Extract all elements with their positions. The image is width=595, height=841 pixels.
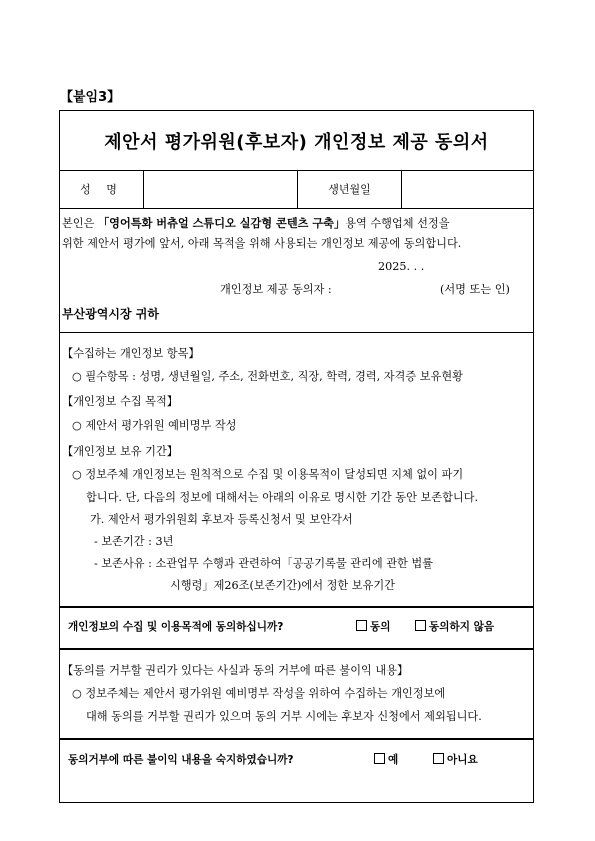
disagree-label: 동의하지 않음 <box>429 621 495 633</box>
project-name: 「영어특화 버츄얼 스튜디오 실감형 콘텐츠 구축」 <box>97 217 346 230</box>
no-label: 아니요 <box>447 754 478 766</box>
dob-label: 생년월일 <box>298 170 402 208</box>
acknowledge-no-checkbox[interactable] <box>433 753 478 767</box>
refusal-header: 【동의를 거부할 권리가 있다는 사실과 동의 거부에 따른 불이익 내용】 <box>62 664 409 677</box>
name-field[interactable] <box>144 170 298 208</box>
consent-line1-post: 용역 수행업체 선정을 <box>345 217 450 230</box>
consent-disagree-checkbox[interactable] <box>415 620 494 634</box>
recipient: 부산광역시장 귀하 <box>62 307 159 321</box>
consent-agree-checkbox[interactable] <box>356 620 390 634</box>
question1-row <box>60 608 533 648</box>
purpose-text: ○ 제안서 평가위원 예비명부 작성 <box>72 419 237 432</box>
checkbox-icon <box>433 753 444 764</box>
checkbox-icon <box>356 620 367 631</box>
question2-row <box>60 740 533 802</box>
question2-text: 동의거부에 따른 불이익 내용을 숙지하였습니까? <box>68 754 294 766</box>
purpose-header: 【개인정보 수집 목적】 <box>62 395 178 408</box>
checkbox-icon <box>374 753 385 764</box>
period-line3: 가. 제안서 평가위원회 후보자 등록신청서 및 보안각서 <box>90 513 353 526</box>
yes-label: 예 <box>388 754 399 766</box>
period-line2: 합니다. 단, 다음의 정보에 대해서는 아래의 이유로 명시한 기간 동안 보존합니다. <box>86 491 479 504</box>
consent-line1-pre: 본인은 <box>62 217 98 230</box>
question1-text: 개인정보의 수집 및 이용목적에 동의하십니까? <box>68 621 284 633</box>
refusal-line1: ○ 정보주체는 제안서 평가위원 예비명부 작성을 위하여 수집하는 개인정보에 <box>72 687 446 700</box>
refusal-line2: 대해 동의를 거부할 권리가 있으며 동의 거부 시에는 후보자 신청에서 제외됩니다. <box>86 710 482 723</box>
items-header: 【수집하는 개인정보 항목】 <box>62 347 200 360</box>
annex-label: 【붙임3】 <box>60 90 121 105</box>
period-line6: 시행령」제26조(보존기간)에서 정한 보유기간 <box>170 579 395 592</box>
dob-field[interactable] <box>402 170 533 208</box>
consent-section <box>60 208 533 332</box>
checkbox-icon <box>415 620 426 631</box>
refusal-section <box>60 650 533 738</box>
agree-label: 동의 <box>370 621 391 633</box>
period-line5: - 보존사유 : 소관업무 수행과 관련하여「공공기록물 관리에 관한 법률 <box>94 557 433 570</box>
period-line4: - 보존기간 : 3년 <box>94 535 174 548</box>
acknowledge-yes-checkbox[interactable] <box>374 753 398 767</box>
name-label: 성 명 <box>60 170 144 208</box>
period-header: 【개인정보 보유 기간】 <box>62 445 178 458</box>
period-line1: ○ 정보주체 개인정보는 원칙적으로 수집 및 이용목적이 달성되면 지체 없이 파기 <box>72 468 464 481</box>
items-text: ○ 필수항목 : 성명, 생년월일, 주소, 전화번호, 직장, 학력, 경력, 자격증 보유현황 <box>72 370 463 383</box>
consent-line2: 위한 제안서 평가에 앞서, 아래 목적을 위해 사용되는 개인정보 제공에 동의합니다. <box>62 237 462 250</box>
signer-label: 개인정보 제공 동의자 : <box>220 283 332 296</box>
form-title: 제안서 평가위원(후보자) 개인정보 제공 동의서 <box>104 131 489 153</box>
sign-note: (서명 또는 인) <box>440 283 510 296</box>
details-section <box>60 332 533 606</box>
info-row <box>60 170 533 208</box>
consent-line1 <box>62 217 450 231</box>
consent-form <box>59 110 534 803</box>
consent-date: 2025. . . <box>378 260 425 273</box>
